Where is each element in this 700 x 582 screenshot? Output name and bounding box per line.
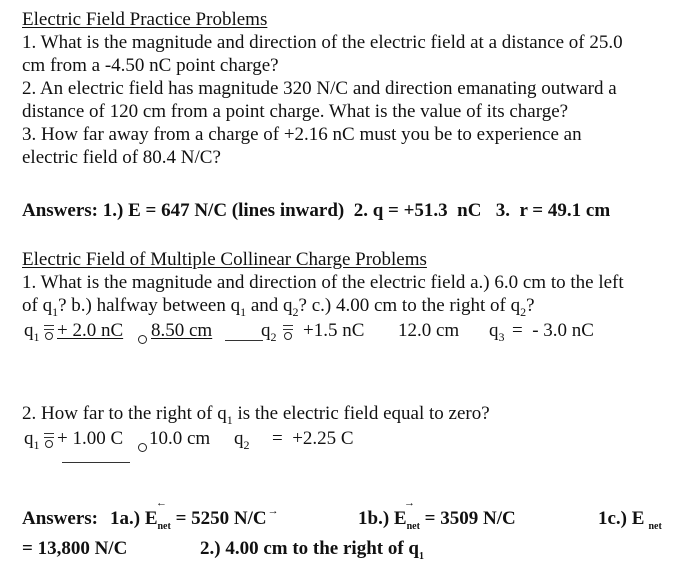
q1-label: $q_1$ [24, 428, 40, 452]
q2-value: = +2.25 C [272, 428, 354, 449]
charge-point-q1 [138, 443, 147, 452]
problem1-line1: 1. What is the magnitude and direction of the electric field at a distance of 25.0 [22, 32, 623, 53]
section2-title: Electric Field of Multiple Collinear Charge Problems [22, 249, 427, 270]
distance-12: 8.50 cm [151, 320, 213, 341]
equals-marker [44, 322, 56, 334]
charge-diagram-2 [0, 426, 700, 470]
q3-label: $q_3$ [489, 320, 505, 344]
answer-1c-value: = 13,800 N/C [22, 538, 128, 559]
multi-problem1-line1: 1. What is the magnitude and direction of the electric field a.) 6.0 cm to the left [22, 272, 624, 293]
answers-label: Answers: [22, 508, 98, 529]
equals-marker [44, 430, 56, 442]
problem1-line2: cm from a -4.50 nC point charge? [22, 55, 279, 76]
q3-value: = - 3.0 nC [512, 320, 594, 341]
problem2-line2: distance of 120 cm from a point charge. What is the value of its charge? [22, 101, 569, 122]
distance-12: 10.0 cm [149, 428, 211, 449]
equals-marker [283, 322, 295, 334]
multi-problem1-line2: of $q_1$? b.) halfway between $q_1$ and $q_2$? c.) 4.00 cm to the right of $q_2$? [22, 295, 535, 319]
charge-point-q1 [138, 335, 147, 344]
answer-1a: 1a.) E ← $_{net}$ = 5250 N/C→ [110, 497, 279, 532]
answer-1b: 1b.) E → $_{net}$ = 3509 N/C [358, 497, 516, 532]
multi-problem2: 2. How far to the right of $q_1$ is the electric field equal to zero? [22, 403, 490, 427]
charge-diagram-1 [0, 318, 700, 354]
q2-label: $q_2$ [261, 320, 277, 344]
section1-title: Electric Field Practice Problems [22, 9, 268, 30]
problem2-line1: 2. An electric field has magnitude 320 N/C and direction emanating outward a [22, 78, 617, 99]
axis-line [62, 462, 130, 463]
answer-2: 2.) 4.00 cm to the right of $q_1$ [200, 538, 424, 562]
section2-answers [0, 497, 700, 568]
answer-1c: 1c.) E $_{net}$ [598, 508, 662, 532]
section1-answers: Answers: 1.) E = 647 N/C (lines inward) 2. q = +51.3 nC 3. r = 49.1 cm [22, 200, 611, 221]
problem3-line2: electric field of 80.4 N/C? [22, 147, 221, 168]
q1-value: + 1.00 C [57, 428, 124, 449]
distance-23: 12.0 cm [398, 320, 460, 341]
q1-label: $q_1$ [24, 320, 40, 344]
q2-value: +1.5 nC [303, 320, 365, 341]
q1-value: + 2.0 nC [57, 320, 124, 341]
axis-line [225, 340, 263, 341]
q2-label: $q_2$ [234, 428, 250, 452]
problem3-line1: 3. How far away from a charge of +2.16 nC must you be to experience an [22, 124, 582, 145]
